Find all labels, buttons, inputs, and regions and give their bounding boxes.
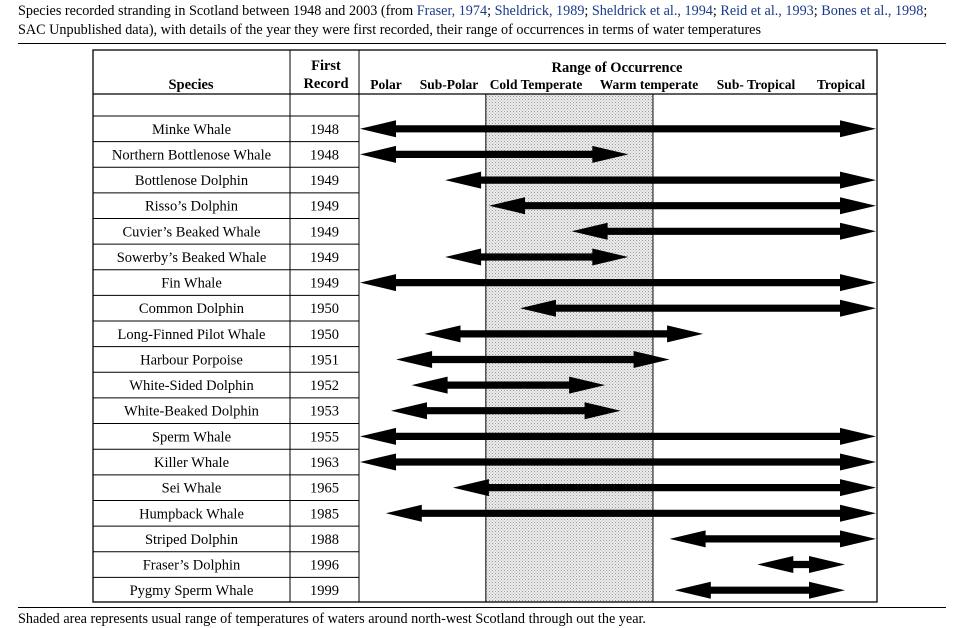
- species-cell: Long-Finned Pilot Whale: [117, 326, 266, 343]
- first-record-cell: 1996: [310, 557, 339, 574]
- shaded-temperature-range: [486, 94, 653, 602]
- species-cell: Risso’s Dolphin: [144, 198, 239, 215]
- species-cell: Killer Whale: [153, 455, 230, 472]
- species-cell: Cuvier’s Beaked Whale: [122, 224, 261, 241]
- first-record-cell: 1948: [310, 121, 339, 138]
- first-record-cell: 1951: [310, 352, 339, 369]
- table-header: [168, 58, 865, 93]
- first-record-cell: 1949: [310, 249, 339, 266]
- table-footnote: Shaded area represents usual range of temperatures of waters around north-west Scotland through out the year.: [18, 611, 646, 627]
- species-cell: Humpback Whale: [139, 506, 244, 523]
- first-record-cell: 1965: [310, 480, 339, 497]
- citation-link[interactable]: Bones et al., 1998: [821, 3, 924, 19]
- range-arrow: [670, 530, 876, 547]
- first-record-cell: 1988: [310, 531, 339, 548]
- first-record-cell: 1950: [310, 301, 339, 318]
- range-arrow: [757, 556, 845, 573]
- zone-label-warm-temperate: Warm temperate: [599, 77, 699, 92]
- shaded-area: [486, 94, 653, 602]
- caption-outro: ; SAC Unpublished data), with details of the year they were first recorded, their range of occurrences in terms of water temperatures: [18, 3, 928, 38]
- zone-label-polar: Polar: [370, 77, 402, 92]
- species-cell: Sowerby’s Beaked Whale: [116, 249, 267, 266]
- first-record-header: First: [311, 58, 341, 74]
- citation-link[interactable]: Sheldrick, 1989: [494, 3, 585, 19]
- first-record-cell: 1950: [310, 326, 339, 343]
- species-cell: Northern Bottlenose Whale: [111, 147, 272, 164]
- species-cell: Sei Whale: [161, 480, 222, 497]
- species-cell: Bottlenose Dolphin: [134, 173, 249, 190]
- first-record-cell: 1952: [310, 378, 339, 395]
- first-record-cell: 1953: [310, 403, 339, 420]
- species-header: Species: [168, 77, 214, 93]
- species-cell: Minke Whale: [151, 121, 232, 138]
- citation-link[interactable]: Fraser, 1974: [416, 3, 488, 19]
- species-cell: Pygmy Sperm Whale: [129, 583, 254, 600]
- first-record-cell: 1999: [310, 583, 339, 600]
- first-record-header: Record: [303, 76, 349, 92]
- species-cell: White-Sided Dolphin: [129, 378, 254, 395]
- species-cell: Fraser’s Dolphin: [142, 557, 241, 574]
- footnote-rule: [18, 607, 946, 608]
- species-cell: Harbour Porpoise: [140, 352, 243, 369]
- first-record-cell: 1963: [310, 455, 339, 472]
- table-caption: Species recorded stranding in Scotland between 1948 and 2003 (from Fraser, 1974; Sheldrick, 1989; Sheldrick et al., 1994; Reid et al., 1993; Bones et al., 1998; SAC Unpublished data), with details of the year they were first recorded, their range of occurrences in terms of water temperatures: [18, 3, 928, 38]
- species-cell: Common Dolphin: [138, 301, 245, 318]
- first-record-cell: 1949: [310, 275, 339, 292]
- first-record-cell: 1949: [310, 173, 339, 190]
- zone-label-sub-tropical: Sub- Tropical: [716, 77, 796, 92]
- first-record-cell: 1948: [310, 147, 339, 164]
- first-record-cell: 1949: [310, 224, 339, 241]
- citation-link[interactable]: Sheldrick et al., 1994: [591, 3, 713, 19]
- species-cell: Sperm Whale: [151, 429, 232, 446]
- caption-intro: Species recorded stranding in Scotland between 1948 and 2003 (from: [18, 3, 417, 19]
- species-cell: Fin Whale: [161, 275, 222, 292]
- range-header: Range of Occurrence: [551, 60, 683, 76]
- first-record-cell: 1955: [310, 429, 339, 446]
- zone-label-tropical: Tropical: [816, 77, 866, 92]
- zone-label-cold-temperate: Cold Temperate: [489, 77, 583, 92]
- citation-link[interactable]: Reid et al., 1993: [720, 3, 814, 19]
- first-record-cell: 1985: [310, 506, 339, 523]
- zone-label-sub-polar: Sub-Polar: [419, 77, 479, 92]
- first-record-cell: 1949: [310, 198, 339, 215]
- range-arrow: [675, 582, 845, 599]
- species-cell: White-Beaked Dolphin: [124, 403, 259, 420]
- species-cell: Striped Dolphin: [144, 531, 239, 548]
